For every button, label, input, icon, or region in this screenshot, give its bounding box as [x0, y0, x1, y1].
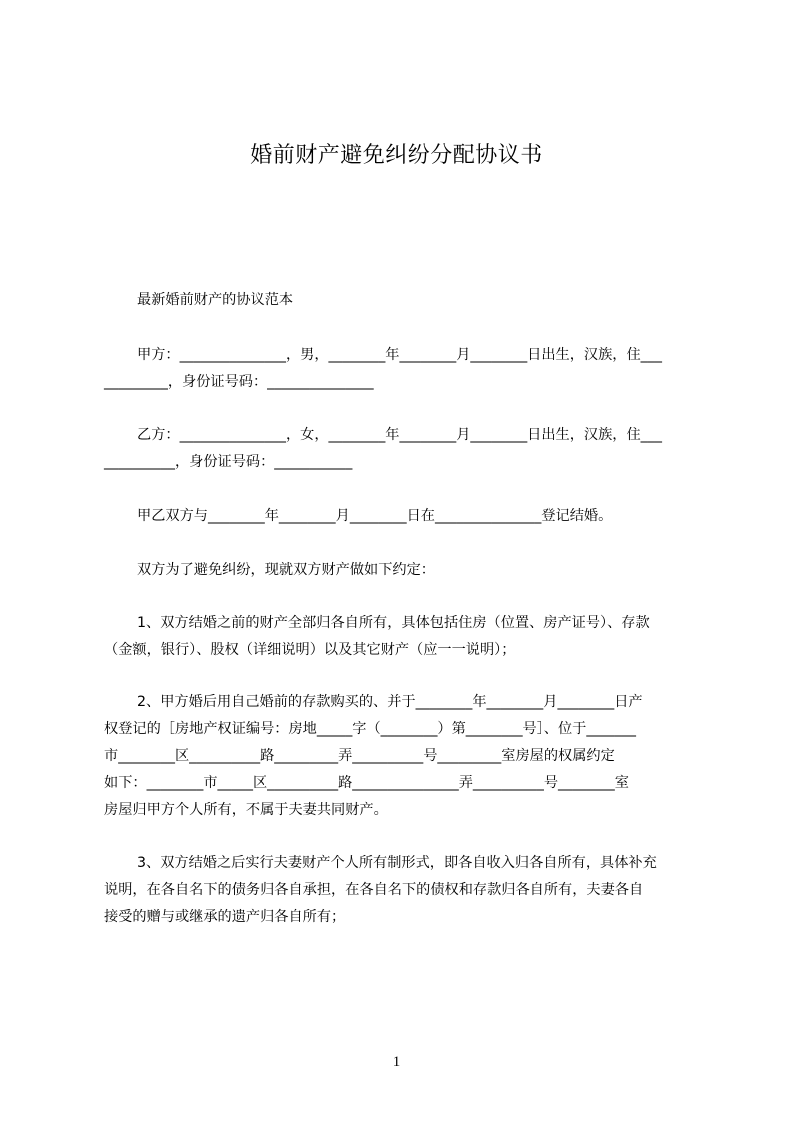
clause-2-line-3: 市________区__________路_________弄__________号_________室房屋的权属约定 [104, 748, 615, 764]
clause-1-line-2: （金额，银行）、股权（详细说明）以及其它财产（应一一说明）； [104, 642, 516, 658]
marriage-registration: 甲乙双方与________年________月________日在_______________登记结婚。 [137, 508, 613, 524]
clause-1-line-1: 1、双方结婚之前的财产全部归各自所有，具体包括住房（位置、房产证号）、存款 [137, 615, 650, 631]
document-title: 婚前财产避免纠纷分配协议书 [250, 143, 543, 168]
clause-2-line-5: 房屋归甲方个人所有，不属于夫妻共同财产。 [104, 802, 388, 818]
clause-3-line-3: 接受的赠与或继承的遗产归各自所有； [104, 909, 346, 925]
agreement-intro: 双方为了避免纠纷，现就双方财产做如下约定： [137, 562, 435, 578]
party-b-line-1: 乙方：_______________，女，________年________月________日出生，汉族，住___ [137, 427, 662, 443]
page-number: 1 [392, 1054, 401, 1070]
clause-2-line-2: 权登记的［房地产权证编号：房地_____字（________）第________号］、位于_______ [104, 721, 637, 737]
clause-3-line-1: 3、双方结婚之后实行夫妻财产个人所有制形式，即各自收入归各自所有，具体补充 [137, 855, 657, 871]
party-b-line-2: __________，身份证号码：___________ [104, 454, 353, 470]
clause-2-line-1: 2、甲方婚后用自己婚前的存款购买的、并于________年________月________日产 [137, 694, 643, 710]
party-a-line-2: _________，身份证号码：_______________ [104, 374, 374, 390]
clause-3-line-2: 说明，在各自名下的债务归各自承担，在各自名下的债权和存款归各自所有，夫妻各自 [104, 882, 644, 898]
clause-2-line-4: 如下：________市_____区__________路_______________弄__________号________室 [104, 775, 629, 791]
party-a-line-1: 甲方：_______________，男，________年________月________日出生，汉族，住___ [137, 347, 662, 363]
subtitle: 最新婚前财产的协议范本 [137, 292, 294, 308]
